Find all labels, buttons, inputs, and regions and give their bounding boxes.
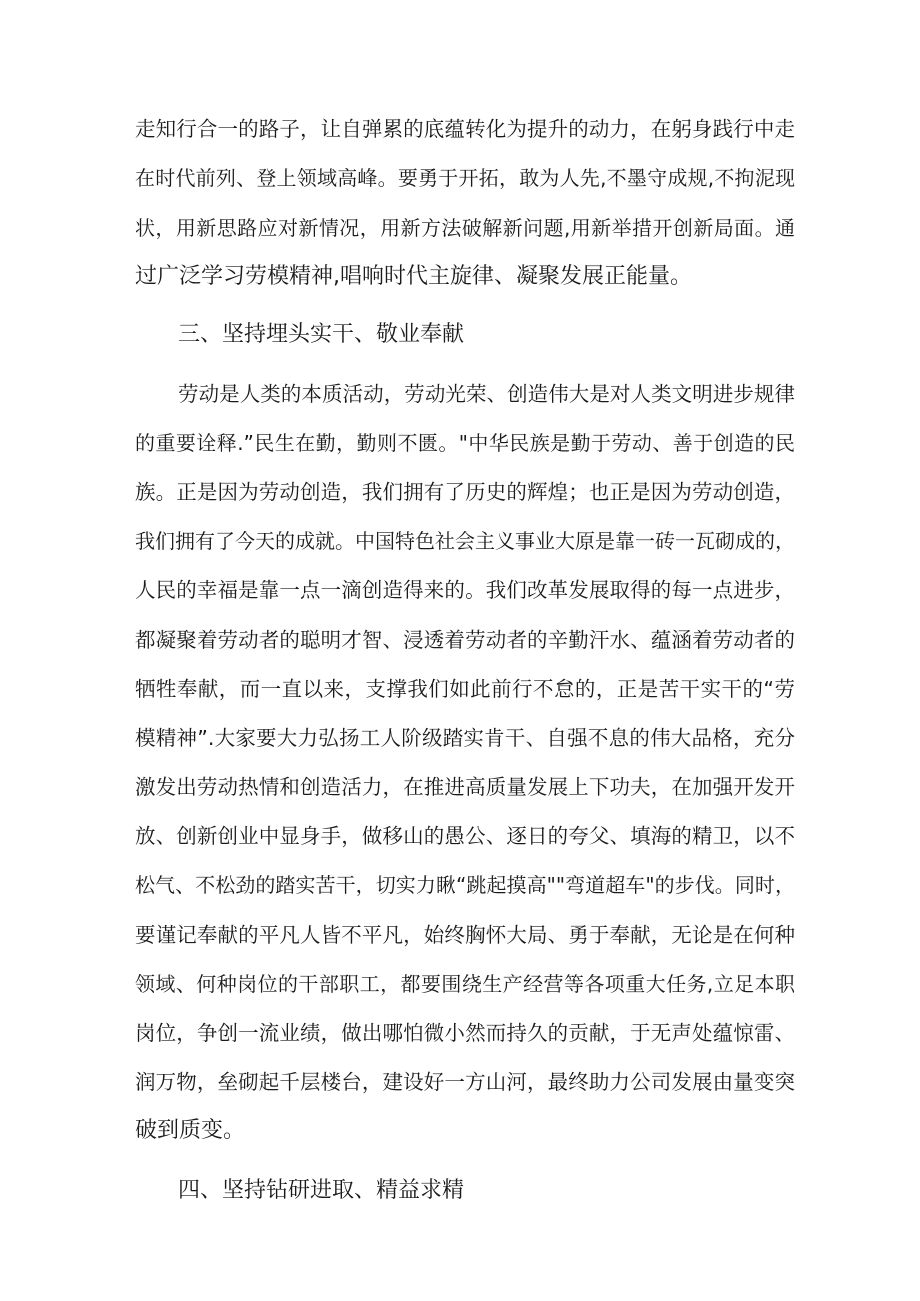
paragraph-line: 走知行合一的路子，让自弹累的底蕴转化为提升的动力，在躬身践行中走 — [135, 117, 795, 141]
paragraph-line: 我们拥有了今天的成就。中国特色社会主义事业大原是靠一砖一瓦砌成的， — [135, 529, 795, 553]
paragraph-line: 领域、何种岗位的干部职工，都要围绕生产经营等各项重大任务,立足本职 — [135, 972, 795, 996]
paragraph-line: 放、创新创业中显身手，做移山的愚公、逐日的夸父、填海的精卫，以不 — [135, 824, 795, 848]
paragraph-line: 激发出劳动热情和创造活力，在推进高质量发展上下功夫，在加强开发开 — [135, 775, 795, 799]
paragraph-line: 的重要诠释.”民生在勤，勤则不匮。"中华民族是勤于劳动、善于创造的民 — [135, 431, 795, 455]
paragraph-line: 松气、不松劲的踏实苦干，切实力瞅“跳起摸高""弯道超车"的步伐。同时， — [135, 873, 795, 897]
paragraph-line: 要谨记奉献的平凡人皆不平凡，始终胸怀大局、勇于奉献，无论是在何种 — [135, 923, 795, 947]
paragraph-line: 模精神”.大家要大力弘扬工人阶级踏实肯干、自强不息的伟大品格，充分 — [135, 726, 795, 750]
paragraph-line: 岗位，争创一流业绩，做出哪怕微小然而持久的贡献，于无声处蕴惊雷、 — [135, 1021, 795, 1045]
paragraph-line: 破到质变。 — [135, 1118, 246, 1143]
paragraph-line: 状，用新思路应对新情况，用新方法破解新问题,用新举措开创新局面。通 — [135, 216, 795, 240]
paragraph-line: 都凝聚着劳动者的聪明才智、浸透着劳动者的辛勤汗水、蕴涵着劳动者的 — [135, 628, 795, 652]
paragraph-line: 劳动是人类的本质活动，劳动光荣、创造伟大是对人类文明进步规律 — [178, 382, 795, 406]
paragraph-line: 过广泛学习劳模精神,唱响时代主旋律、凝聚发展正能量。 — [135, 264, 692, 289]
paragraph-line: 人民的幸福是靠一点一滴创造得来的。我们改革发展取得的每一点进步， — [135, 578, 795, 602]
paragraph-line: 在时代前列、登上领域高峰。要勇于开拓，敢为人先,不墨守成规,不拘泥现 — [135, 166, 795, 190]
paragraph-line: 润万物，垒砌起千层楼台，建设好一方山河，最终助力公司发展由量变突 — [135, 1070, 795, 1094]
section-heading-4: 四、坚持钻研进取、精益求精 — [178, 1178, 465, 1203]
paragraph-line: 牺牲奉献，而一直以来，支撑我们如此前行不怠的，正是苦干实干的“劳 — [135, 677, 795, 701]
paragraph-line: 族。正是因为劳动创造，我们拥有了历史的辉煌；也正是因为劳动创造， — [135, 480, 795, 504]
section-heading-3: 三、坚持埋头实干、敬业奉献 — [178, 322, 465, 347]
